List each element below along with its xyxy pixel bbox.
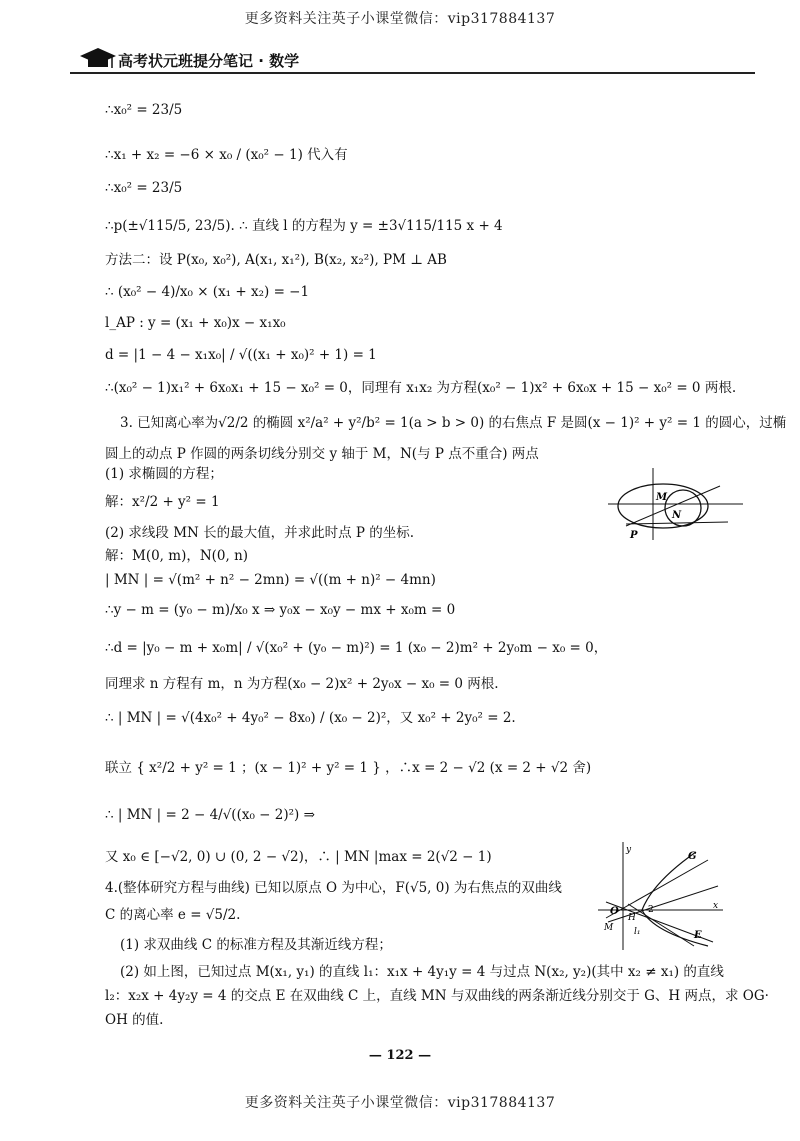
text-line: 解：M(0, m)，N(0, n) (105, 548, 249, 564)
text-line: 解：x²/2 + y² = 1 (105, 494, 220, 510)
text-line: ∴ | MN | = √(4x₀² + 4y₀² − 8x₀) / (x₀ − 2)²，又 x₀² + 2y₀² = 2. (105, 710, 516, 726)
watermark-top: 更多资料关注英子小课堂微信：vip317884137 (244, 11, 556, 27)
text-line: ∴(x₀² − 1)x₁² + 6x₀x₁ + 15 − x₀² = 0，同理有 x₁x₂ 为方程(x₀² − 1)x² + 6x₀x + 15 − x₀² = 0 两根. (105, 380, 737, 396)
text-line: OH 的值. (105, 1012, 164, 1028)
figure2-label-o: O (610, 906, 619, 917)
figure1-label-m: M (656, 492, 668, 503)
figure2-label-m: M (604, 923, 614, 933)
figure2-label-x: x (713, 901, 719, 911)
text-line: (2) 如上图，已知过点 M(x₁, y₁) 的直线 l₁：x₁x + 4y₁y = 4 与过点 N(x₂, y₂)(其中 x₂ ≠ x₁) 的直线 (120, 964, 724, 980)
text-line: ∴x₀² = 23/5 (105, 102, 183, 118)
text-line: | MN | = √(m² + n² − 2mn) = √((m + n)² − 4mn) (105, 572, 436, 588)
page-number: — 122 — (368, 1048, 432, 1063)
text-line: 联立 { x²/2 + y² = 1 ；(x − 1)² + y² = 1 } ，∴x = 2 − √2 (x = 2 + √2 舍) (105, 760, 592, 776)
text-line: ∴ | MN | = 2 − 4/√((x₀ − 2)²) ⇒ (105, 807, 315, 823)
header-rule (70, 72, 755, 74)
text-line: 3. 已知离心率为√2/2 的椭圆 x²/a² + y²/b² = 1(a > b > 0) 的右焦点 F 是圆(x − 1)² + y² = 1 的圆心，过椭 (120, 415, 787, 431)
figure2-label-l1: l₁ (634, 927, 641, 937)
figure2-label-y: y (626, 845, 632, 855)
text-line: l_AP : y = (x₁ + x₀)x − x₁x₀ (105, 315, 286, 331)
figure2-label-g: G (688, 851, 697, 862)
text-line: 4.(整体研究方程与曲线) 已知以原点 O 为中心，F(√5, 0) 为右焦点的双曲线 (105, 880, 562, 896)
text-line: 又 x₀ ∈ [−√2, 0) ∪ (0, 2 − √2)，∴ | MN |max = 2(√2 − 1) (105, 849, 492, 865)
figure2-label-e: E (694, 930, 702, 941)
text-line: ∴y − m = (y₀ − m)/x₀ x ⇒ y₀x − x₀y − mx + x₀m = 0 (105, 602, 456, 618)
figure2-label-h: H (628, 913, 636, 923)
text-line: ∴x₀² = 23/5 (105, 180, 183, 196)
text-line: C 的离心率 e = √5/2. (105, 907, 241, 923)
text-line: 圆上的动点 P 作圆的两条切线分别交 y 轴于 M，N(与 P 点不重合) 两点 (105, 446, 539, 462)
text-line: ∴p(±√115/5, 23/5). ∴ 直线 l 的方程为 y = ±3√115/115 x + 4 (105, 218, 503, 234)
text-line: d = |1 − 4 − x₁x₀| / √((x₁ + x₀)² + 1) = 1 (105, 347, 377, 363)
text-line: l₂：x₂x + 4y₂y = 4 的交点 E 在双曲线 C 上，直线 MN 与双曲线的两条渐近线分别交于 G、H 两点，求 OG· (105, 988, 769, 1004)
book-title: 高考状元班提分笔记 · 数学 (118, 52, 300, 70)
text-line: (1) 求椭圆的方程； (105, 466, 223, 482)
text-line: (2) 求线段 MN 长的最大值，并求此时点 P 的坐标. (105, 525, 415, 541)
figure2-label-2: 2 (648, 905, 654, 915)
figure1-label-p: P (630, 530, 638, 540)
text-line: ∴ (x₀² − 4)/x₀ × (x₁ + x₂) = −1 (105, 284, 310, 300)
mortarboard-icon (78, 46, 118, 72)
text-line: ∴d = |y₀ − m + x₀m| / √(x₀² + (y₀ − m)²) = 1 (x₀ − 2)m² + 2y₀m − x₀ = 0， (105, 640, 608, 656)
watermark-bottom: 更多资料关注英子小课堂微信：vip317884137 (244, 1095, 556, 1111)
text-line: ∴x₁ + x₂ = −6 × x₀ / (x₀² − 1) 代入有 (105, 147, 348, 163)
hyperbola-figure (598, 842, 723, 950)
text-line: 同理求 n 方程有 m，n 为方程(x₀ − 2)x² + 2y₀x − x₀ = 0 两根. (105, 676, 499, 692)
ellipse-circle-figure (608, 468, 743, 540)
text-line: (1) 求双曲线 C 的标准方程及其渐近线方程； (120, 937, 392, 953)
figure1-label-n: N (672, 510, 682, 521)
text-line: 方法二：设 P(x₀, x₀²), A(x₁, x₁²), B(x₂, x₂²), PM ⊥ AB (105, 252, 447, 268)
